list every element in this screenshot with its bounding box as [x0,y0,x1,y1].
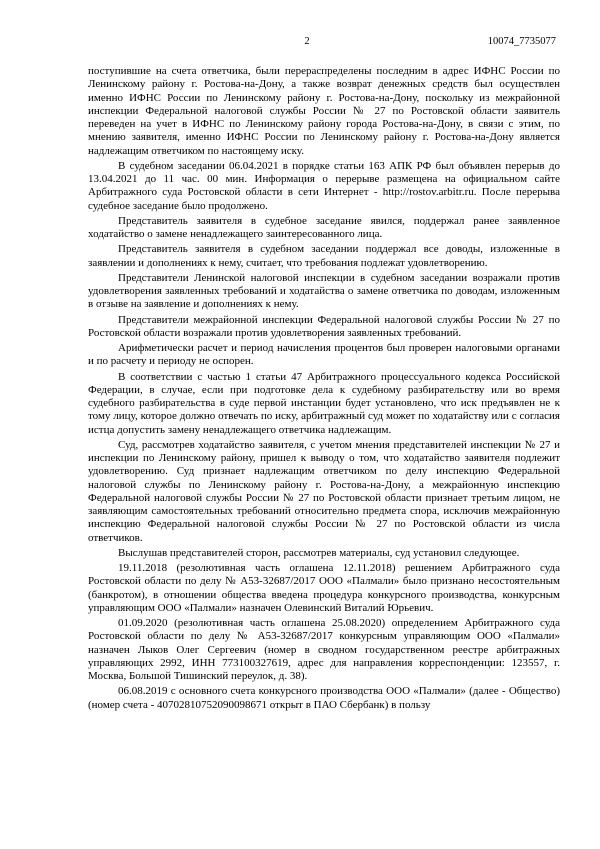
paragraph: Выслушав представителей сторон, рассмотрев материалы, суд установил следующее. [118,546,520,559]
paragraph: Представители Ленинской налоговой инспекции в судебном заседании возражали против удовлетворения заявленных требований и ходатайства о замене ответчика по доводам, изложенным в отзыве на заявление и дополнениях к нему. [88,271,560,311]
paragraph: Арифметически расчет и период начисления процентов был проверен налоговыми органами и по расчету и периоду не оспорен. [88,342,560,368]
page-number: 2 [304,36,310,47]
paragraph: 01.09.2020 (резолютивная часть оглашена 25.08.2020) определением Арбитражного суда Ростовской области по делу № А53-32687/2017 конкурсным управляющим ООО «Палмали» назначен Лыков Олег Сергеевич (номер в сводном государственном реестре арбитражных управляющих 2992, ИНН 773100327619, адрес для направления корреспонденции: 123557, г. Москва, Большой Тишинский переулок, д. 38). [88,617,560,682]
paragraph: Представитель заявителя в судебном заседании поддержал все доводы, изложенные в заявлении и дополнениях к нему, считает, что требования подлежат удовлетворению. [88,243,560,269]
paragraph: Представитель заявителя в судебное заседание явился, поддержал ранее заявленное ходатайство о замене ненадлежащего заинтересованного лица. [88,214,560,240]
document-body [88,65,560,714]
paragraph: поступившие на счета ответчика, были перераспределены последним в адрес ИФНС России по Ленинскому району г. Ростова-на-Дону, а также возврат денежных средств был осуществлен именно ИФНС России по Ленинскому району г. Ростова-на-Дону, поскольку из межрайонной инспекции Федеральной налоговой службы России № 27 по Ростовской области заявитель переведен на учет в ИФНС по Ленинскому району города Ростова-на-Дону, в связи с этим, по мнению заявителя, именно ИФНС России по Ленинскому району г. Ростова-на-Дону является надлежащим ответчиком по настоящему иску. [88,65,560,157]
paragraph: 06.08.2019 с основного счета конкурсного производства ООО «Палмали» (далее - Общество) (номер счета - 40702810752090098671 открыт в ПАО Сбербанк) в пользу [88,685,560,711]
paragraph: В судебном заседании 06.04.2021 в порядке статьи 163 АПК РФ был объявлен перерыв до 13.04.2021 до 11 час. 00 мин. Информация о перерыве размещена на официальном сайте Арбитражного суда Ростовской области в сети Интернет - http://rostov.arbitr.ru. После перерыва судебное заседание было продолжено. [88,159,560,212]
paragraph: Представители межрайонной инспекции Федеральной налоговой службы России № 27 по Ростовской области возражали против удовлетворения заявленных требований. [88,313,560,339]
paragraph: В соответствии с частью 1 статьи 47 Арбитражного процессуального кодекса Российской Федерации, в случае, если при подготовке дела к судебному разбирательству или во время судебного разбирательства в суде первой инстанции будет установлено, что иск предъявлен не к тому лицу, которое должно отвечать по иску, арбитражный суд может по ходатайству или с согласия истца допустить замену ненадлежащего ответчика надлежащим. [88,370,560,436]
document-id: 10074_7735077 [487,36,556,47]
paragraph: Суд, рассмотрев ходатайство заявителя, с учетом мнения представителей инспекции № 27 и инспекции по Ленинскому району, пришел к выводу о том, что ходатайство заявителя подлежит удовлетворению. Суд признает надлежащим ответчиком по делу инспекцию Федеральной налоговой службы по Ленинскому району г. Ростова-на-Дону, а межрайонную инспекцию Федеральной налоговой службы России № 27 по Ростовской области признает третьим лицом, не заявляющим самостоятельных требований относительно предмета спора, исключив межрайонную инспекцию Федеральной налоговой службы России № 27 по Ростовской области из числа ответчиков. [88,438,560,544]
paragraph: 19.11.2018 (резолютивная часть оглашена 12.11.2018) решением Арбитражного суда Ростовской области по делу № А53-32687/2017 ООО «Палмали» было признано несостоятельным (банкротом), в отношении общества введена процедура конкурсного производства, конкурсным управляющим ООО «Палмали» назначен Олевинский Виталий Юрьевич. [88,562,560,614]
